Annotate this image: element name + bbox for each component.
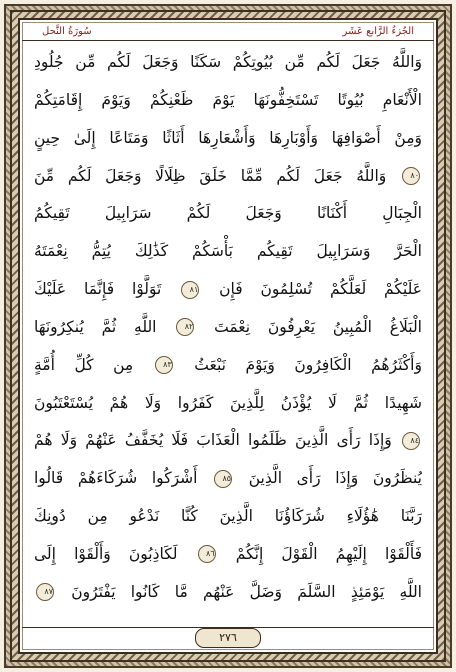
ayah-number-marker: ٨٠ [402, 167, 420, 185]
verse-text: تَوَلَّوْا فَإِنَّمَا عَلَيْكَ [34, 280, 162, 299]
verse-line [34, 233, 422, 269]
verse-text: فَأَلْقَوْا إِلَيْهِمُ الْقَوْلَ إِنَّكُمْ [235, 544, 422, 563]
ayah-number-marker: ٨٧ [36, 583, 54, 601]
verse-line [34, 422, 422, 458]
verse-line [34, 120, 422, 156]
verse-text: وَاللَّهُ جَعَلَ لَكُم مِّن بُيُوتِكُمْ سَكَنًا وَجَعَلَ لَكُم مِّن جُلُودِ [34, 53, 422, 71]
verse-line [34, 536, 422, 572]
verse-text: الْبَلَاغُ الْمُبِينُ يَعْرِفُونَ نِعْمَتَ [214, 317, 422, 336]
verse-text: مِن كُلِّ أُمَّةٍ [34, 355, 134, 374]
verse-line [34, 158, 422, 194]
surah-title: سُورَةُ النَّحل [42, 25, 92, 37]
verse-line [34, 385, 422, 421]
verse-text: عَلَيْكُمْ لَعَلَّكُمْ تُسْلِمُونَ فَإِن [219, 280, 422, 299]
ayah-number-marker: ٨٢ [176, 318, 194, 336]
verse-text: وَاللَّهُ جَعَلَ لَكُم مِّمَّا خَلَقَ ظِلَالًا وَجَعَلَ لَكُم مِّنَ [34, 166, 387, 185]
verse-line [34, 82, 422, 118]
ayah-number-marker: ٨٣ [155, 356, 173, 374]
verse-text: رَبَّنَا هَٰؤُلَاءِ شُرَكَاؤُنَا الَّذِينَ كُنَّا نَدْعُو مِن دُونِكَ [34, 507, 422, 526]
verse-text-block [34, 44, 422, 610]
ayah-number-marker: ٨١ [181, 281, 199, 299]
verse-line [34, 498, 422, 534]
verse-line [34, 271, 422, 307]
verse-text: اللَّهِ يَوْمَئِذٍ السَّلَمَ وَضَلَّ عَنْهُم مَّا كَانُوا يَفْتَرُونَ [71, 582, 422, 601]
verse-line [34, 309, 422, 345]
verse-text: اللَّهِ ثُمَّ يُنكِرُونَهَا [34, 317, 157, 336]
juz-title: الجُزءُ الرَّابع عَشَر [342, 25, 414, 37]
page-header [22, 22, 434, 40]
verse-line [34, 460, 422, 496]
verse-text: الْحَرَّ وَسَرَابِيلَ تَقِيكُم بَأْسَكُمْ كَذَٰلِكَ يُتِمُّ نِعْمَتَهُ [34, 242, 422, 261]
verse-text: يُنظَرُونَ وَإِذَا رَأَى الَّذِينَ [248, 469, 422, 488]
page-number: ٢٧٦ [195, 628, 261, 648]
verse-text: وَإِذَا رَأَى الَّذِينَ ظَلَمُوا الْعَذَابَ فَلَا يُخَفَّفُ عَنْهُمْ وَلَا هُمْ [34, 431, 392, 450]
verse-text: الْأَنْعَامِ بُيُوتًا تَسْتَخِفُّونَهَا يَوْمَ ظَعْنِكُمْ وَيَوْمَ إِقَامَتِكُمْ [34, 90, 422, 109]
verse-line [34, 347, 422, 383]
verse-line [34, 574, 422, 610]
verse-line [34, 195, 422, 231]
verse-line [34, 44, 422, 80]
verse-text: وَمِنْ أَصْوَافِهَا وَأَوْبَارِهَا وَأَشْعَارِهَا أَثَاثًا وَمَتَاعًا إِلَىٰ حِينٍ [34, 128, 422, 147]
verse-text: لَكَاذِبُونَ وَأَلْقَوْا إِلَى [34, 544, 178, 563]
verse-text: وَأَكْثَرُهُمُ الْكَافِرُونَ وَيَوْمَ نَبْعَثُ [194, 355, 422, 374]
ayah-number-marker: ٨٥ [214, 470, 232, 488]
ayah-number-marker: ٨٤ [402, 432, 420, 450]
verse-text: الْجِبَالِ أَكْنَانًا وَجَعَلَ لَكُمْ سَرَابِيلَ تَقِيكُمُ [34, 204, 422, 223]
ayah-number-marker: ٨٦ [198, 545, 216, 563]
header-divider [22, 40, 434, 41]
verse-text: أَشْرَكُوا شُرَكَاءَهُمْ قَالُوا [34, 469, 198, 488]
verse-text: شَهِيدًا ثُمَّ لَا يُؤْذَنُ لِلَّذِينَ كَفَرُوا وَلَا هُمْ يُسْتَعْتَبُونَ [34, 393, 422, 412]
